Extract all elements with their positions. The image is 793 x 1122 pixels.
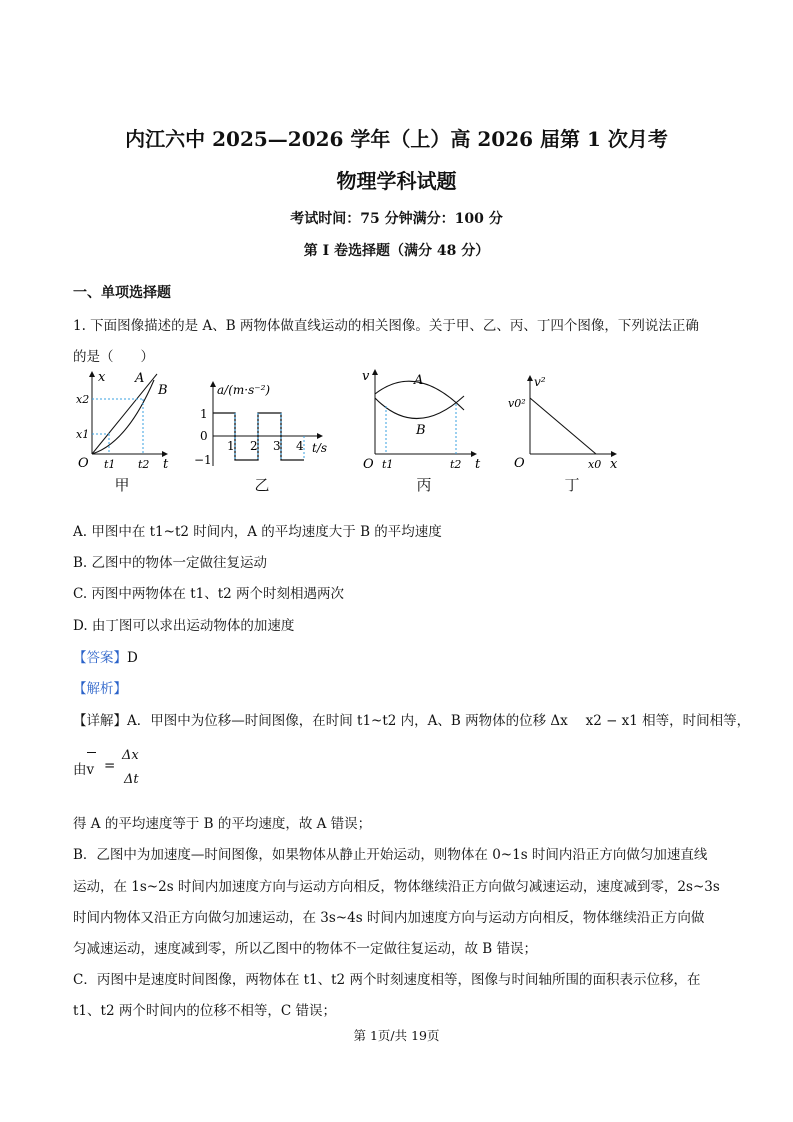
- x-axis-label: t: [163, 457, 169, 472]
- v2-axis-label: v²: [534, 375, 546, 389]
- curve-a-label: A: [135, 371, 145, 386]
- tick-zero-label: 0: [200, 429, 208, 443]
- body-line: 匀减速运动，速度减到零，所以乙图中的物体不一定做往复运动，故 B 错误；: [73, 941, 538, 957]
- body-line: t1、t2 两个时间内的位移不相等，C 错误；: [73, 1003, 336, 1019]
- origin-label: O: [363, 457, 374, 472]
- tick-1-label: 1: [227, 439, 235, 453]
- curve-b: [375, 396, 464, 419]
- origin-label: O: [514, 456, 525, 471]
- figure-yi: [190, 376, 335, 471]
- body-line: 时间内物体又沿正方向做匀加速运动，在 3s~4s 时间内加速度方向与运动方向相反，物体继续沿正方向做: [73, 910, 705, 926]
- t-axis-label: t: [475, 457, 481, 472]
- exam-info: 考试时间：75 分钟满分：100 分: [290, 211, 503, 227]
- analysis-tag: 【解析】: [73, 681, 127, 697]
- a-axis-label: a/(m·s⁻²): [217, 383, 271, 397]
- body-line: C．丙图中是速度时间图像，两物体在 t1、t2 两个时刻速度相等，图像与时间轴所围的面积表示位移，在: [73, 972, 701, 988]
- tick-neg-label: −1: [194, 453, 212, 467]
- caption-jia: 甲: [114, 476, 130, 494]
- detail-line1: [73, 709, 750, 729]
- answer-line: [73, 646, 138, 666]
- subject-title: 物理学科试题: [336, 169, 457, 193]
- line-a: [92, 374, 157, 454]
- x2-label: x2: [76, 393, 90, 406]
- t2-label: t2: [138, 458, 150, 471]
- body-line: 运动，在 1s~2s 时间内加速度方向与运动方向相反，物体继续沿正方向做匀减速运动，速度减到零，2s~3s: [73, 879, 720, 895]
- tick-pos-label: 1: [200, 407, 208, 421]
- question-stem-line1: 1. 下面图像描述的是 A、B 两物体做直线运动的相关图像。关于甲、乙、丙、丁四个图像，下列说法正确: [73, 318, 699, 334]
- detail-tag: 【详解】: [73, 713, 127, 729]
- t1-label: t1: [104, 458, 116, 471]
- formula-numerator: Δx: [122, 748, 139, 763]
- curve-a-label: A: [414, 373, 424, 388]
- v0sq-label: v0²: [508, 397, 526, 410]
- body-line: 得 A 的平均速度等于 B 的平均速度，故 A 错误；: [73, 816, 372, 832]
- section-heading: 一、单项选择题: [73, 285, 171, 301]
- t1-label: t1: [382, 458, 394, 471]
- answer-tag: 【答案】: [73, 650, 127, 666]
- curve-b-label: B: [416, 423, 426, 438]
- question-stem-line2: 的是（ ）: [73, 349, 154, 365]
- caption-bing: 丙: [416, 476, 432, 494]
- option-a: A. 甲图中在 t1~t2 时间内，A 的平均速度大于 B 的平均速度: [73, 524, 442, 540]
- option-b: B. 乙图中的物体一定做往复运动: [73, 555, 268, 571]
- caption-ding: 丁: [564, 476, 580, 494]
- x1-label: x1: [76, 428, 90, 441]
- x-axis-label: x: [610, 457, 618, 472]
- formula-overbar: [87, 752, 96, 753]
- formula-equals: =: [104, 758, 116, 774]
- t2-label: t2: [450, 458, 462, 471]
- body-line: B．乙图中为加速度—时间图像，如果物体从静止开始运动，则物体在 0~1s 时间内沿正方向做匀加速直线: [73, 847, 708, 863]
- v-axis-label: v: [362, 369, 370, 384]
- y-axis-label: x: [98, 370, 106, 385]
- formula-denominator: Δt: [124, 772, 139, 787]
- figure-jia: [72, 368, 172, 474]
- answer-value: D: [127, 650, 138, 666]
- exam-title: 内江六中 2025—2026 学年（上）高 2026 届第 1 次月考: [125, 127, 668, 151]
- figure-ding: [506, 372, 621, 472]
- v2-x-line: [530, 398, 596, 454]
- curve-b-label: B: [158, 383, 168, 398]
- formula-lead: 由v: [73, 762, 95, 778]
- t-axis-label: t/s: [312, 441, 328, 455]
- figure-bing: [358, 366, 483, 474]
- page-footer: 第 1页/共 19页: [353, 1028, 440, 1043]
- tick-4-label: 4: [296, 439, 304, 453]
- tick-2-label: 2: [250, 439, 258, 453]
- tick-3-label: 3: [273, 439, 281, 453]
- option-d: D. 由丁图可以求出运动物体的加速度: [73, 618, 295, 634]
- volume-title: 第 I 卷选择题（满分 48 分）: [303, 243, 490, 259]
- x0-label: x0: [588, 458, 602, 471]
- option-c: C. 丙图中两物体在 t1、t2 两个时刻相遇两次: [73, 586, 345, 602]
- origin-label: O: [78, 456, 89, 471]
- caption-yi: 乙: [254, 476, 270, 494]
- detail-text: A．甲图中为位移—时间图像，在时间 t1~t2 内，A、B 两物体的位移 Δx x2 − x1 相等，时间相等，: [127, 713, 751, 729]
